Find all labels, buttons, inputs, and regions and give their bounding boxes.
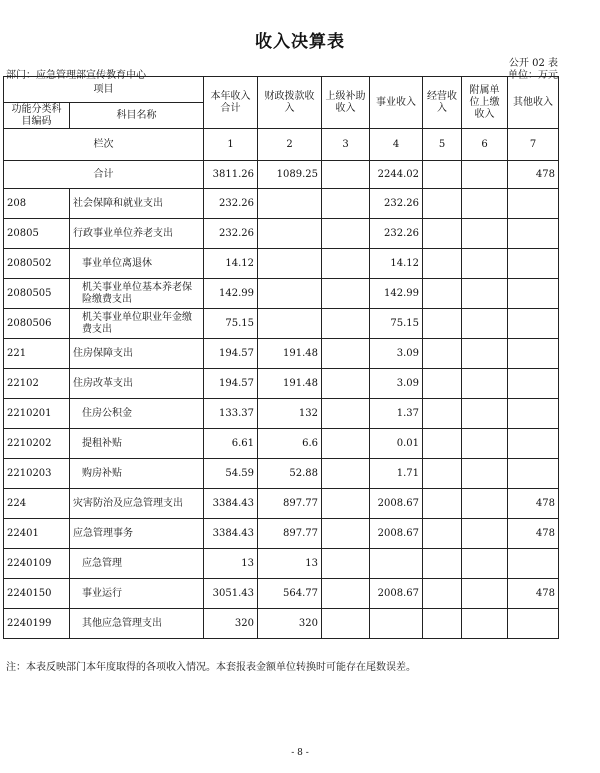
header-business-income: 事业收入 — [370, 77, 423, 129]
row-value: 564.77 — [258, 579, 322, 609]
row-name: 机关事业单位基本养老保险缴费支出 — [70, 279, 204, 309]
row-value: 478 — [508, 519, 559, 549]
row-value — [508, 459, 559, 489]
total-cell: 478 — [508, 161, 559, 189]
row-value: 2008.67 — [370, 579, 423, 609]
row-value — [508, 189, 559, 219]
table-row — [4, 579, 559, 609]
row-value — [462, 249, 508, 279]
table-row — [4, 429, 559, 459]
row-value — [423, 549, 462, 579]
row-value: 52.88 — [258, 459, 322, 489]
row-value — [423, 399, 462, 429]
row-value: 14.12 — [204, 249, 258, 279]
row-value — [508, 249, 559, 279]
row-code: 2080506 — [4, 309, 70, 339]
total-cell — [462, 161, 508, 189]
row-value — [508, 399, 559, 429]
row-value — [423, 579, 462, 609]
row-value — [258, 189, 322, 219]
table-row — [4, 219, 559, 249]
row-value: 320 — [204, 609, 258, 639]
row-value: 6.6 — [258, 429, 322, 459]
row-value — [423, 339, 462, 369]
row-value — [423, 309, 462, 339]
row-value — [508, 339, 559, 369]
table-row — [4, 489, 559, 519]
row-value — [462, 429, 508, 459]
row-value: 232.26 — [370, 189, 423, 219]
header-fiscal-income: 财政拨款收入 — [258, 77, 322, 129]
row-code: 224 — [4, 489, 70, 519]
row-value — [508, 279, 559, 309]
row-value: 191.48 — [258, 339, 322, 369]
index-num: 4 — [370, 129, 423, 161]
index-num: 5 — [423, 129, 462, 161]
row-value — [322, 459, 370, 489]
row-value — [322, 279, 370, 309]
table-row — [4, 279, 559, 309]
table-row — [4, 399, 559, 429]
row-value: 232.26 — [204, 219, 258, 249]
index-num: 3 — [322, 129, 370, 161]
row-value: 1.37 — [370, 399, 423, 429]
row-code: 20805 — [4, 219, 70, 249]
table-row — [4, 249, 559, 279]
row-value — [462, 369, 508, 399]
row-code: 2080505 — [4, 279, 70, 309]
row-value: 232.26 — [204, 189, 258, 219]
row-code: 2210201 — [4, 399, 70, 429]
row-value: 194.57 — [204, 369, 258, 399]
row-value — [462, 279, 508, 309]
row-value — [322, 249, 370, 279]
footnote: 注：本表反映部门本年度取得的各项收入情况。本套报表金额单位转换时可能存在尾数误差。 — [6, 662, 416, 673]
row-value — [423, 459, 462, 489]
row-code: 2210202 — [4, 429, 70, 459]
row-value: 75.15 — [204, 309, 258, 339]
row-value — [462, 189, 508, 219]
row-value: 75.15 — [370, 309, 423, 339]
row-name: 社会保障和就业支出 — [70, 189, 204, 219]
row-value — [322, 579, 370, 609]
row-value — [462, 519, 508, 549]
row-name: 其他应急管理支出 — [70, 609, 204, 639]
table-row — [4, 189, 559, 219]
row-name: 应急管理事务 — [70, 519, 204, 549]
table-row — [4, 369, 559, 399]
row-value — [258, 279, 322, 309]
row-value — [508, 549, 559, 579]
row-name: 应急管理 — [70, 549, 204, 579]
row-value: 1.71 — [370, 459, 423, 489]
table-row — [4, 459, 559, 489]
row-name: 事业运行 — [70, 579, 204, 609]
row-value: 478 — [508, 579, 559, 609]
row-value — [322, 489, 370, 519]
row-code: 2240199 — [4, 609, 70, 639]
row-value — [322, 309, 370, 339]
row-value — [508, 429, 559, 459]
row-value — [462, 219, 508, 249]
row-value: 14.12 — [370, 249, 423, 279]
header-affiliated-income: 附属单位上缴收入 — [462, 77, 508, 129]
row-value — [423, 429, 462, 459]
row-value — [508, 219, 559, 249]
row-value: 2008.67 — [370, 519, 423, 549]
index-num: 6 — [462, 129, 508, 161]
row-name: 机关事业单位职业年金缴费支出 — [70, 309, 204, 339]
row-value — [370, 609, 423, 639]
row-value: 142.99 — [204, 279, 258, 309]
row-value — [258, 219, 322, 249]
row-code: 22102 — [4, 369, 70, 399]
total-label: 合计 — [4, 161, 204, 189]
row-value — [462, 579, 508, 609]
row-value: 133.37 — [204, 399, 258, 429]
table-row — [4, 339, 559, 369]
row-value: 191.48 — [258, 369, 322, 399]
row-value — [462, 339, 508, 369]
row-value — [322, 369, 370, 399]
row-code: 2240109 — [4, 549, 70, 579]
row-value — [258, 309, 322, 339]
row-value — [322, 339, 370, 369]
total-cell: 2244.02 — [370, 161, 423, 189]
row-value: 13 — [258, 549, 322, 579]
row-value — [462, 549, 508, 579]
row-value — [508, 369, 559, 399]
row-value: 13 — [204, 549, 258, 579]
total-cell: 3811.26 — [204, 161, 258, 189]
row-code: 221 — [4, 339, 70, 369]
row-value: 897.77 — [258, 519, 322, 549]
row-value — [322, 519, 370, 549]
row-value — [370, 549, 423, 579]
row-value: 194.57 — [204, 339, 258, 369]
row-value — [462, 489, 508, 519]
unit-label: 单位：万元 — [508, 70, 558, 81]
row-value — [322, 609, 370, 639]
row-value — [258, 249, 322, 279]
total-cell: 1089.25 — [258, 161, 322, 189]
row-value: 478 — [508, 489, 559, 519]
row-value — [322, 429, 370, 459]
form-number: 公开 02 表 — [508, 58, 558, 69]
row-value: 320 — [258, 609, 322, 639]
header-other-income: 其他收入 — [508, 77, 559, 129]
row-value — [322, 549, 370, 579]
row-value — [322, 189, 370, 219]
row-name: 灾害防治及应急管理支出 — [70, 489, 204, 519]
row-value: 3051.43 — [204, 579, 258, 609]
row-code: 2240150 — [4, 579, 70, 609]
row-code: 208 — [4, 189, 70, 219]
row-name: 购房补贴 — [70, 459, 204, 489]
index-label: 栏次 — [4, 129, 204, 161]
page-number: - 8 - — [291, 748, 309, 758]
row-value — [462, 399, 508, 429]
row-value — [322, 399, 370, 429]
header-func-code: 功能分类科目编码 — [4, 103, 70, 129]
row-value: 132 — [258, 399, 322, 429]
row-name: 提租补贴 — [70, 429, 204, 459]
header-total-income: 本年收入合计 — [204, 77, 258, 129]
row-value — [423, 609, 462, 639]
row-value — [508, 309, 559, 339]
table-row — [4, 309, 559, 339]
row-value — [423, 219, 462, 249]
row-value — [423, 369, 462, 399]
table-row — [4, 609, 559, 639]
row-value — [322, 219, 370, 249]
row-name: 行政事业单位养老支出 — [70, 219, 204, 249]
row-value: 54.59 — [204, 459, 258, 489]
header-subject-name: 科目名称 — [70, 103, 204, 129]
row-name: 事业单位离退休 — [70, 249, 204, 279]
row-value — [462, 309, 508, 339]
row-value — [423, 249, 462, 279]
row-code: 22401 — [4, 519, 70, 549]
row-value — [462, 609, 508, 639]
row-name: 住房公积金 — [70, 399, 204, 429]
row-value: 3384.43 — [204, 489, 258, 519]
page-title: 收入决算表 — [255, 32, 345, 52]
row-value: 0.01 — [370, 429, 423, 459]
header-operating-income: 经营收入 — [423, 77, 462, 129]
row-value — [508, 609, 559, 639]
row-value — [423, 519, 462, 549]
row-value: 142.99 — [370, 279, 423, 309]
row-value — [423, 279, 462, 309]
row-value — [423, 489, 462, 519]
table-row — [4, 519, 559, 549]
row-value: 3.09 — [370, 369, 423, 399]
index-num: 1 — [204, 129, 258, 161]
row-value: 3384.43 — [204, 519, 258, 549]
row-value: 232.26 — [370, 219, 423, 249]
index-num: 7 — [508, 129, 559, 161]
row-code: 2210203 — [4, 459, 70, 489]
header-superior-subsidy: 上级补助收入 — [322, 77, 370, 129]
row-value: 2008.67 — [370, 489, 423, 519]
row-name: 住房改革支出 — [70, 369, 204, 399]
row-value: 3.09 — [370, 339, 423, 369]
row-name: 住房保障支出 — [70, 339, 204, 369]
row-value: 6.61 — [204, 429, 258, 459]
table-row — [4, 549, 559, 579]
row-code: 2080502 — [4, 249, 70, 279]
row-value — [462, 459, 508, 489]
header-item: 项目 — [4, 77, 204, 103]
index-num: 2 — [258, 129, 322, 161]
row-value: 897.77 — [258, 489, 322, 519]
income-table — [3, 76, 559, 639]
total-cell — [423, 161, 462, 189]
row-value — [423, 189, 462, 219]
department-label: 部门：应急管理部宣传教育中心 — [6, 70, 146, 81]
total-cell — [322, 161, 370, 189]
